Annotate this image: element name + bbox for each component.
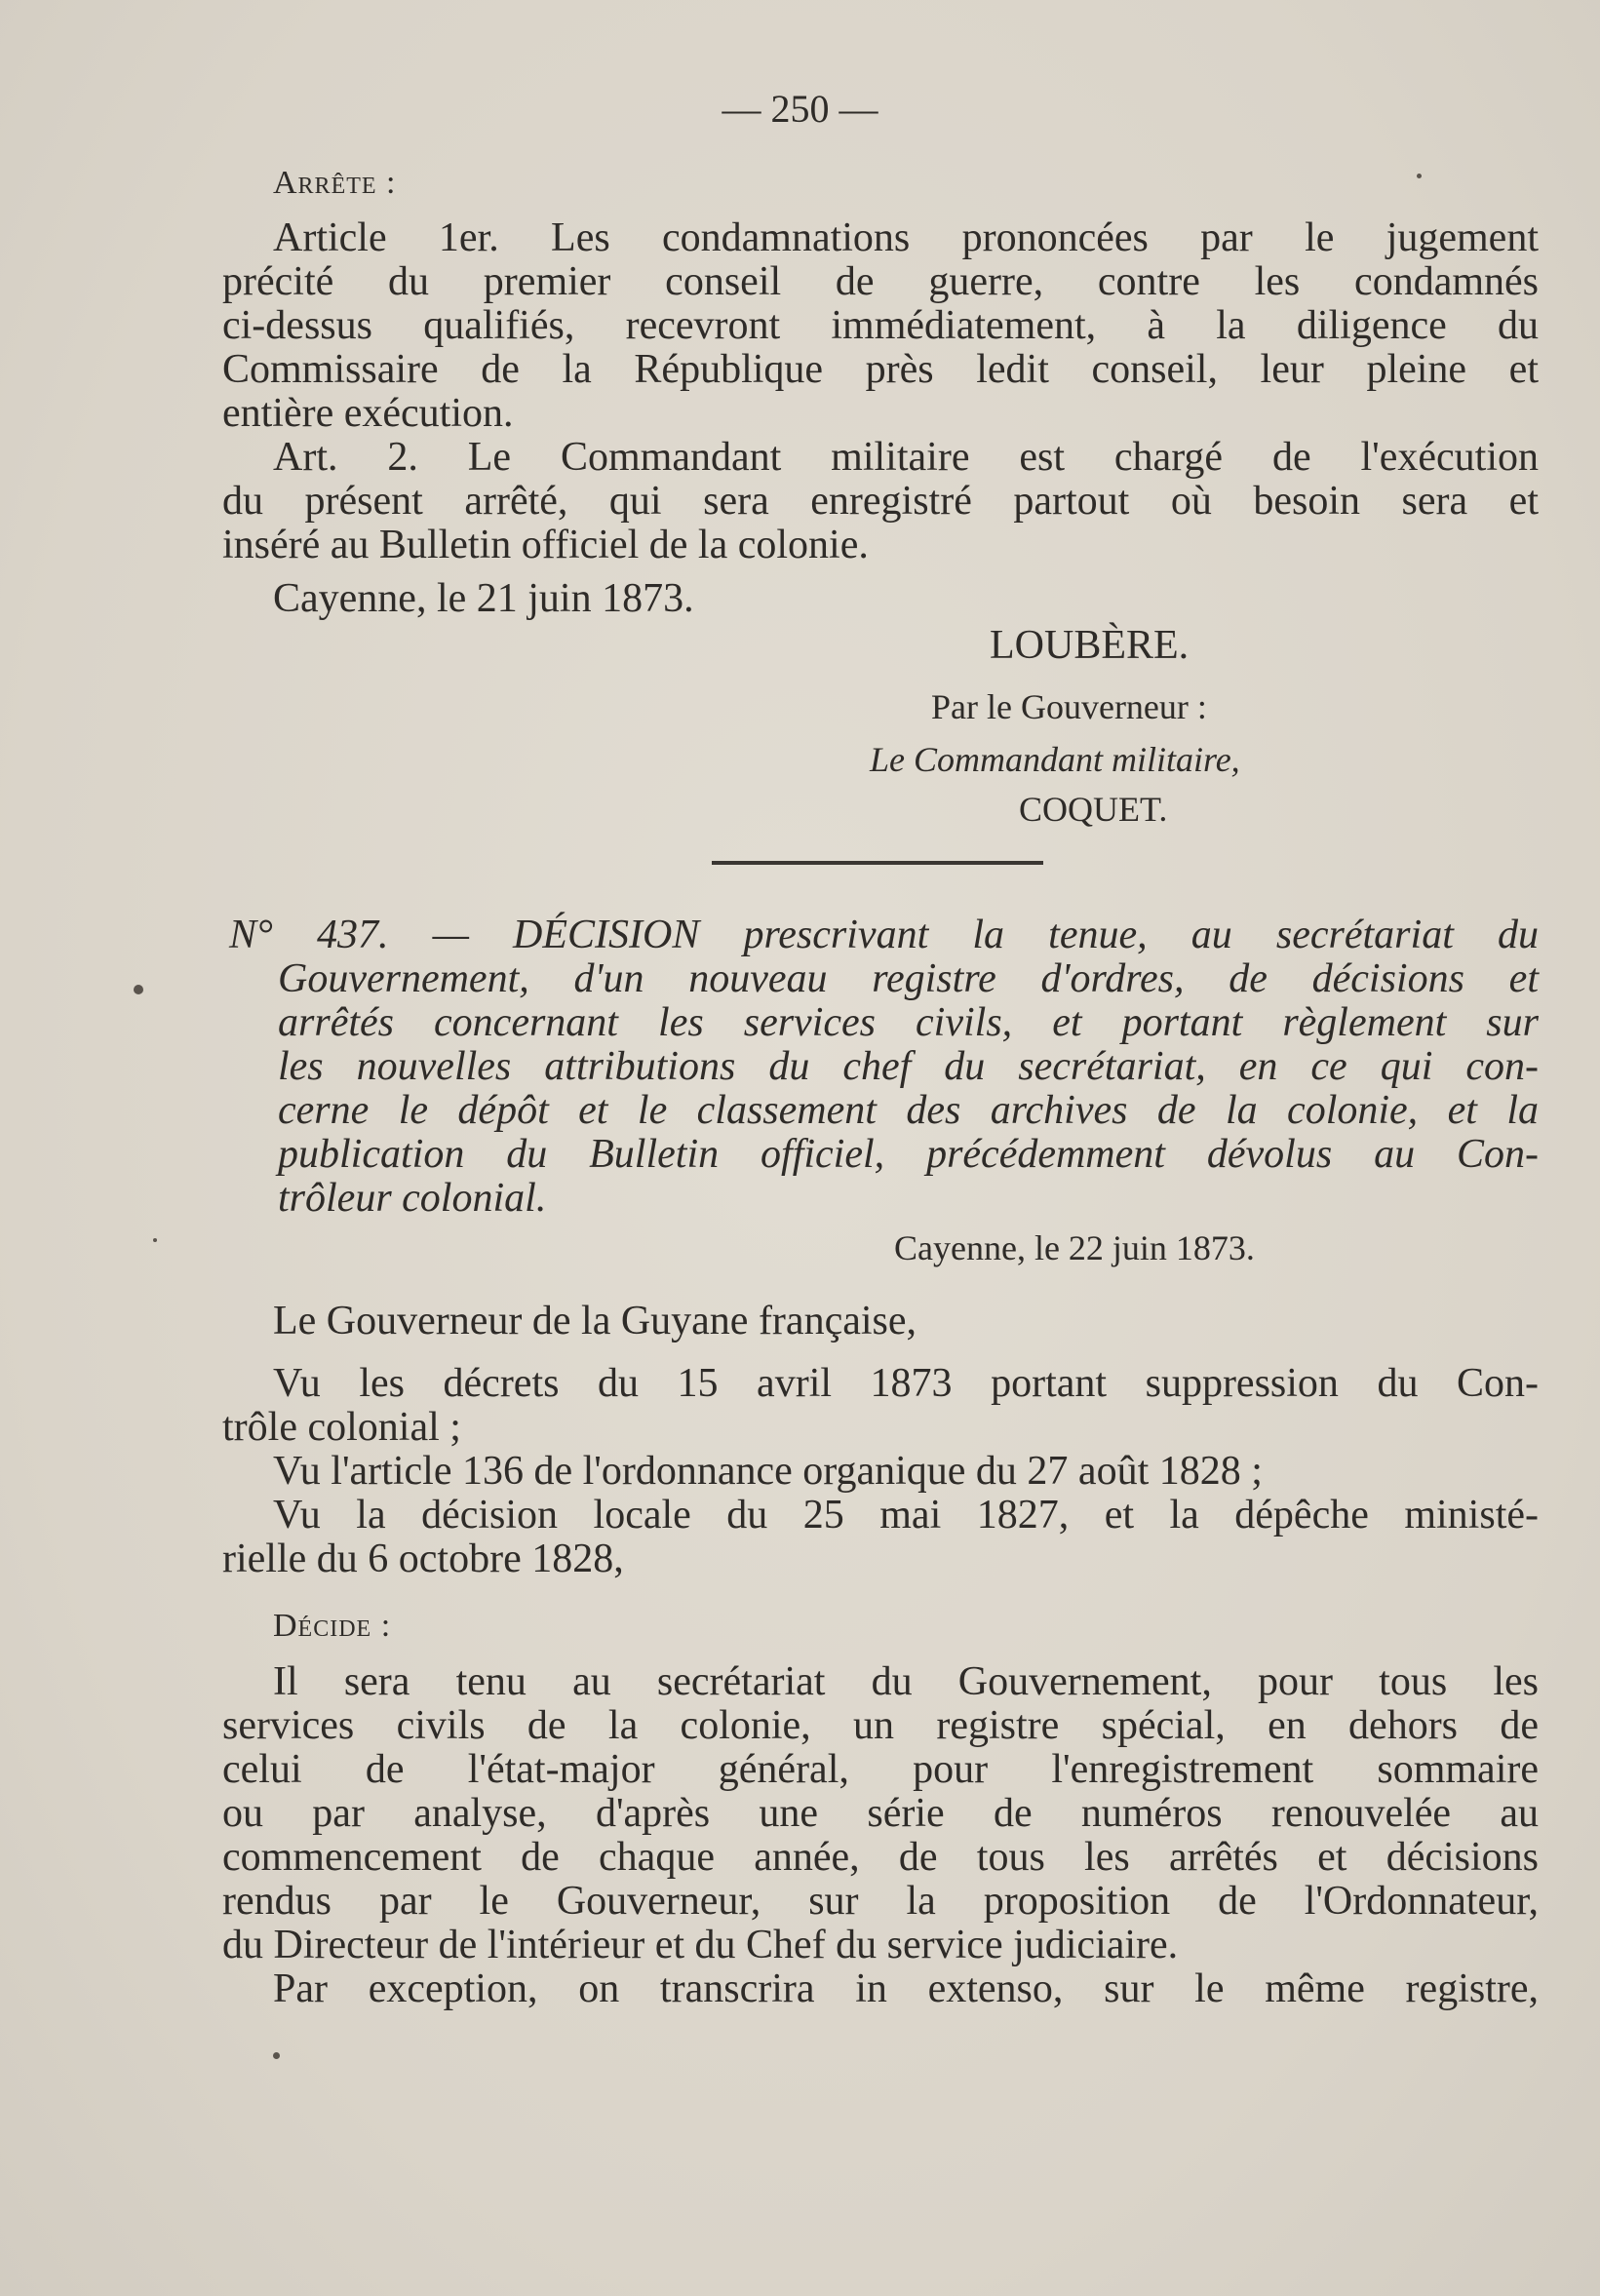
decision-title-line: les nouvelles attributions du chef du secrétariat, en ce qui con- <box>278 1044 1539 1089</box>
vu3-line: Vu la décision locale du 25 mai 1827, et la dépêche ministé- <box>273 1493 1539 1537</box>
body-line: du Directeur de l'intérieur et du Chef du service judiciaire. <box>222 1923 1179 1967</box>
body-line: services civils de la colonie, un registre spécial, en dehors de <box>222 1703 1539 1748</box>
commandant-militaire: Le Commandant militaire, <box>870 740 1240 779</box>
art1-line: précité du premier conseil de guerre, contre les condamnés <box>222 259 1539 304</box>
vu1-line: Vu les décrets du 15 avril 1873 portant suppression du Con- <box>273 1361 1539 1406</box>
art1-line: entière exécution. <box>222 391 514 436</box>
date-cayenne-22-juin: Cayenne, le 22 juin 1873. <box>894 1228 1255 1267</box>
decision-title-line: publication du Bulletin officiel, précédemment dévolus au Con- <box>278 1132 1539 1177</box>
arrete-heading: Arrête : <box>273 165 397 201</box>
art1-line: ci-dessus qualifiés, recevront immédiatement, à la diligence du <box>222 303 1539 348</box>
arrete-heading-block <box>222 161 1539 205</box>
art1-line: Commissaire de la République près ledit conseil, leur pleine et <box>222 347 1539 392</box>
vu3-line: rielle du 6 octobre 1828, <box>222 1537 624 1581</box>
gouverneur-line: Le Gouverneur de la Guyane française, <box>273 1299 917 1343</box>
body-line: commencement de chaque année, de tous les arrêtés et décisions <box>222 1835 1539 1880</box>
par-le-gouverneur: Par le Gouverneur : <box>931 687 1207 726</box>
vu2-line: Vu l'article 136 de l'ordonnance organique du 27 août 1828 ; <box>273 1449 1263 1494</box>
article-2 <box>222 436 1539 567</box>
article-1 <box>222 216 1539 436</box>
decision-body <box>222 1660 1539 2011</box>
page-number: — 250 — <box>722 87 878 131</box>
body-line: Par exception, on transcrira in extenso, sur le même registre, <box>273 1966 1539 2011</box>
decide-heading: Décide : <box>273 1608 392 1644</box>
decision-title-line: trôleur colonial. <box>278 1176 547 1221</box>
decision-title-line: N° 437. — DÉCISION prescrivant la tenue, au secrétariat du <box>229 913 1539 957</box>
section-divider <box>712 861 1043 865</box>
paper-speck <box>153 1238 157 1242</box>
paper-speck <box>273 2052 280 2059</box>
paper-speck <box>1417 174 1422 178</box>
vu1-line: trôle colonial ; <box>222 1405 461 1450</box>
art1-line: Article 1er. Les condamnations prononcées par le jugement <box>273 215 1539 260</box>
body-line: Il sera tenu au secrétariat du Gouvernement, pour tous les <box>273 1659 1539 1704</box>
decision-title-line: cerne le dépôt et le classement des archives de la colonie, et la <box>278 1088 1539 1133</box>
decision-title-line: Gouvernement, d'un nouveau registre d'ordres, de décisions et <box>278 956 1539 1001</box>
body-line: rendus par le Gouverneur, sur la proposition de l'Ordonnateur, <box>222 1879 1539 1924</box>
art2-line: Art. 2. Le Commandant militaire est chargé de l'exécution <box>273 435 1539 480</box>
body-line: ou par analyse, d'après une série de numéros renouvelée au <box>222 1791 1539 1836</box>
art2-line: inséré au Bulletin officiel de la colonie. <box>222 523 869 567</box>
signature-loubere: LOUBÈRE. <box>990 623 1190 668</box>
art2-line: du présent arrêté, qui sera enregistré partout où besoin sera et <box>222 479 1539 524</box>
paper-speck <box>134 985 143 994</box>
body-line: celui de l'état-major général, pour l'enregistrement sommaire <box>222 1747 1539 1792</box>
date-cayenne-21-juin: Cayenne, le 21 juin 1873. <box>273 576 694 621</box>
decision-title <box>229 914 1539 1221</box>
decision-title-line: arrêtés concernant les services civils, et portant règlement sur <box>278 1000 1539 1045</box>
signature-coquet: COQUET. <box>1019 790 1168 829</box>
vu-paragraphs <box>222 1362 1539 1581</box>
